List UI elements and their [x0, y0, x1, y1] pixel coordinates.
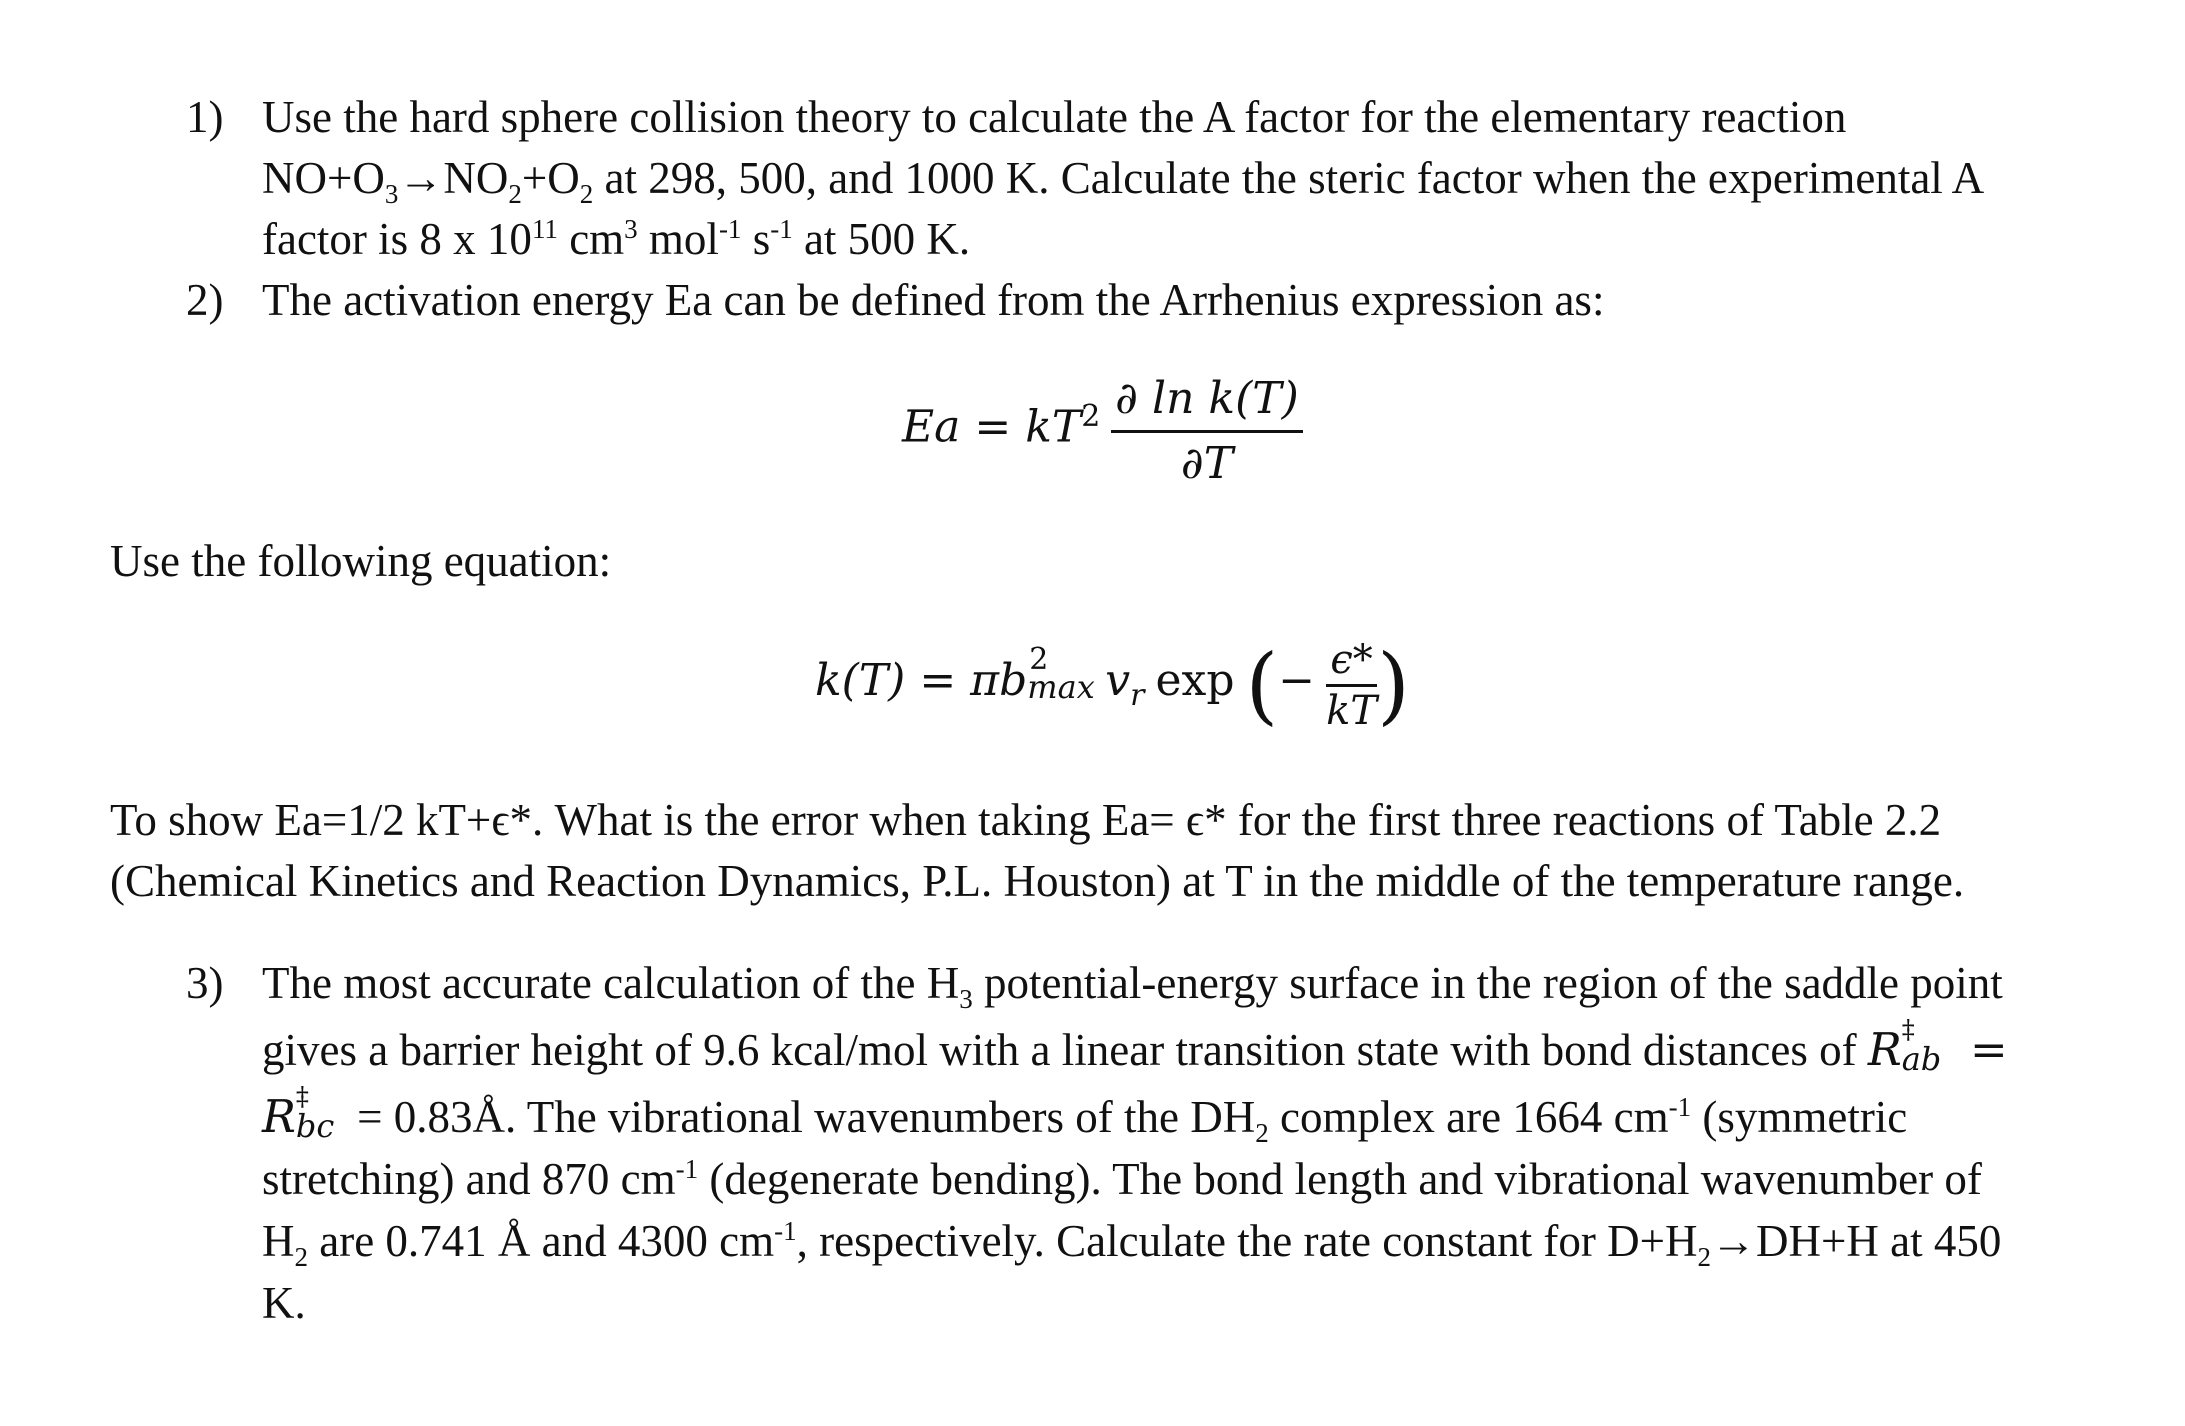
show-line-1: To show Ea=1/2 kT+ϵ*. What is the error when taking Ea= ϵ* for the first three reactions of Table 2.2 — [110, 795, 1942, 845]
q3-line-3: R ‡ bc = 0.83Å. The vibrational wavenumbers of the $DH_2$ complex are 1664 $cm^{-1}$ (symmetric — [262, 1082, 1908, 1148]
arrhenius-equation: $Ea = kT^2$ $\frac{\text{∂ ln k(T)}}{\partial T}$ — [902, 370, 1303, 493]
rate-constant-equation: k(T) = πb 2 max $v_r$ exp (− $\frac{\epsilon*}{kT}$ ) — [815, 636, 1410, 734]
q3-line-6: K. — [262, 1278, 306, 1328]
exponent-fraction: $\frac{\epsilon*}{kT}$ — [1326, 636, 1378, 734]
use-following-label: Use the following equation: — [110, 536, 612, 586]
q3-line-1: The most accurate calculation of the $H_3$ potential-energy surface in the region of the saddle point — [262, 958, 2003, 1014]
show-line-2: (Chemical Kinetics and Reaction Dynamics, P.L. Houston) at T in the middle of the temperature range. — [110, 856, 1965, 906]
q1-line-1: Use the hard sphere collision theory to calculate the A factor for the elementary reaction — [262, 92, 1847, 142]
q1-line-2: $NO+O_3\to NO_2+O_2$ at 298, 500, and 1000 K. Calculate the steric factor when the experimental A — [262, 153, 1985, 209]
q3-line-5: $H_2$ are 0.741 Å and 4300 $cm^{-1}$, respectively. Calculate the rate constant for $D+H_2\to DH+H$ at 450 — [262, 1216, 2002, 1272]
q3-number: 3) — [186, 958, 224, 1008]
q3-line-2: gives a barrier height of 9.6 kcal/mol with a linear transition state with bond distances of R ‡ ab = — [262, 1015, 2008, 1078]
q2-line-1: The activation energy Ea can be defined from the Arrhenius expression as: — [262, 275, 1605, 325]
q2-number: 2) — [186, 275, 224, 325]
q1-number: 1) — [186, 92, 224, 142]
q3-line-4: stretching) and 870 $cm^{-1}$ (degenerate bending). The bond length and vibrational wavenumber of — [262, 1154, 1982, 1204]
arrhenius-fraction: $\frac{\text{∂ ln k(T)}}{\partial T}$ — [1111, 370, 1302, 493]
q1-line-3: factor is 8 x $10^{11}$ $cm^3$ mol$^{-1}$ $s^{-1}$ at 500 K. — [262, 214, 971, 264]
